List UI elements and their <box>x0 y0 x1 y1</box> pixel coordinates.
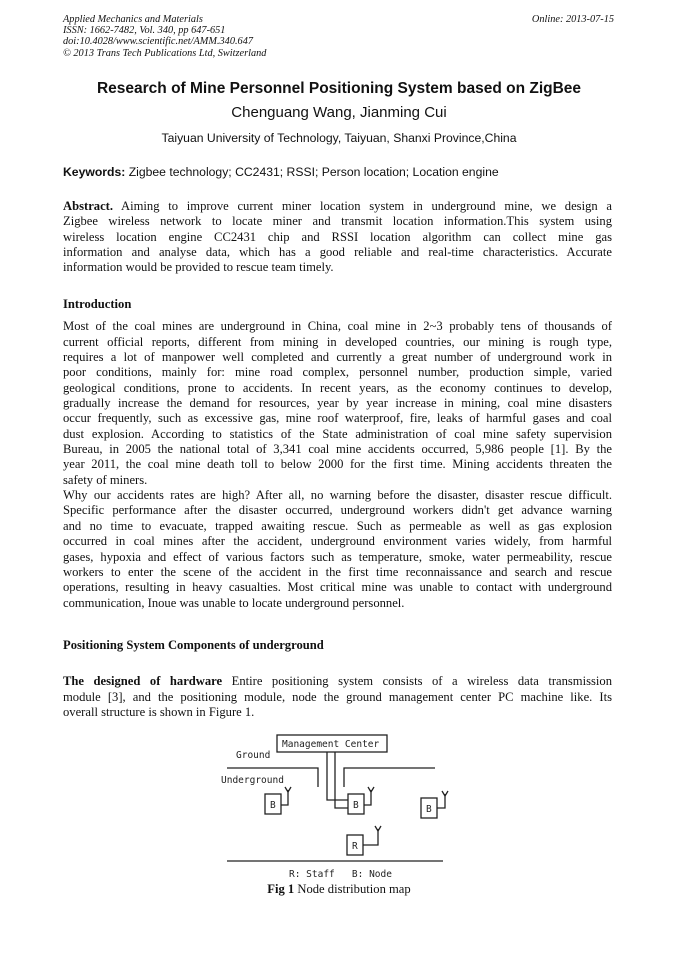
abstract-line: information would be provided to rescue team timely. <box>63 260 334 275</box>
authors: Chenguang Wang, Jianming Cui <box>231 104 447 121</box>
paragraph-line: and no time to evacuate, trapped awaiting rescue. Such as permeable as well as gas explosion <box>63 518 612 533</box>
node-distribution-diagram <box>215 730 455 880</box>
paragraph-line: gases, hypoxia and effect of various factors such as temperature, smoke, water permeability, rescue <box>63 549 612 564</box>
paragraph-line: occurred in coal mines after the accident, underground environment varies widely, from harmful <box>63 534 612 549</box>
abstract-line: wireless location engine CC2431 chip and RSSI location algorithm can collect mine gas <box>63 229 612 244</box>
abstract-line: information and analyse data, which has a good reliable and real-time characteristics. Accurate <box>63 245 612 260</box>
online-date: Online: 2013-07-15 <box>531 14 614 25</box>
paragraph-line: Why our accidents rates are high? After all, no warning before the disaster, disaster rescue difficult. <box>63 488 612 503</box>
journal-header <box>63 14 266 59</box>
hardware-line: module [3], and the positioning module, node the ground management center PC machine like. Its <box>63 689 612 704</box>
hardware-line: Entire positioning system consists of a wireless data transmission <box>222 674 612 689</box>
paragraph-line: geological conditions, prone to accidents. In recent years, as the economy continues to develop, <box>63 380 612 395</box>
journal-name: Applied Mechanics and Materials <box>63 14 203 25</box>
hardware-lead: The designed of hardware <box>63 674 223 689</box>
affiliation: Taiyuan University of Technology, Taiyuan, Shanxi Province,China <box>161 131 517 145</box>
introduction <box>63 297 612 611</box>
paragraph-line: current official reports, different from mining in developed countries, our mining is rough type, <box>63 334 612 349</box>
node-label: B <box>353 800 359 811</box>
paper-title: Research of Mine Personnel Positioning System based on ZigBee <box>96 80 582 97</box>
section-heading-introduction: Introduction <box>63 297 132 311</box>
keywords-text: Zigbee technology; CC2431; RSSI; Person location; Location engine <box>125 165 499 179</box>
intro-paragraph-1 <box>63 319 612 488</box>
node-label: B <box>426 804 432 815</box>
node-label: B <box>270 800 276 811</box>
paragraph-line: year 2011, the coal mine death toll to below 2000 for the first time. Mining accidents threaten the <box>63 457 612 472</box>
figure-number: Fig 1 <box>267 882 295 896</box>
paragraph-line: Most of the coal mines are underground in China, coal mine in 2~3 probably tens of thousands of <box>63 319 612 334</box>
paragraph-line: gradually increase the demand for resources, year by year increase in mining, coal mine disasters <box>63 396 612 411</box>
abstract <box>63 199 612 276</box>
paragraph-line: occur frequently, such as excessive gas, mine roof waterproof, fire, leaks of harmful gases and coal <box>63 411 612 426</box>
figure-caption <box>0 882 678 897</box>
paragraph-line: workers to enter the scene of the accident in the first time reconnaissance and search and rescue <box>63 564 612 579</box>
abstract-line: Zigbee wireless network to locate miner and transmit location information.This system using <box>63 214 612 229</box>
figure-caption-text: Node distribution map <box>294 882 411 896</box>
doi: doi:10.4028/www.scientific.net/AMM.340.647 <box>63 36 253 48</box>
paragraph-line: communication, Inoue was unable to locate underground personnel. <box>63 595 405 610</box>
abstract-line: Aiming to improve current miner location system in underground mine, we design a <box>113 199 612 213</box>
keywords-label: Keywords: <box>63 165 126 179</box>
underground-label: Underground <box>221 775 284 786</box>
intro-paragraph-2 <box>63 488 612 611</box>
management-center-label: Management Center <box>282 739 380 750</box>
section-heading-positioning: Positioning System Components of underground <box>63 638 324 652</box>
ground-line-right <box>344 768 435 787</box>
issn: ISSN: 1662-7482, Vol. 340, pp 647-651 <box>63 25 226 37</box>
paragraph-line: safety of miners. <box>63 472 148 487</box>
abstract-label: Abstract. <box>63 199 114 213</box>
ground-label: Ground <box>236 750 271 761</box>
paragraph-line: Bureau, in 2005 the national total of 3,341 coal mine accidents occurred, 5,986 people [1]. By the <box>63 442 612 457</box>
copyright: © 2013 Trans Tech Publications Ltd, Switzerland <box>63 47 267 59</box>
hardware-line: overall structure is shown in Figure 1. <box>63 705 255 720</box>
paragraph-line: dust explosion. According to statistics of the State administration of coal mine safety supervision <box>63 426 612 441</box>
staff-label: R <box>352 841 358 852</box>
figure-legend: R: Staff B: Node <box>289 869 392 880</box>
paragraph-line: Specific performance after the disaster occurred, underground workers didn't get advance warning <box>63 503 612 518</box>
paragraph-line: requires a lot of manpower well completed and currently a great number of underground work in <box>63 350 612 365</box>
paragraph-line: operations, resulting in heavy casualties. Most critical mine was unable to contact with underground <box>63 580 612 595</box>
paragraph-line: poor conditions, mainly for: mine road complex, personnel number, production simple, varied <box>63 365 612 380</box>
keywords <box>63 165 499 179</box>
positioning-section <box>63 638 612 720</box>
